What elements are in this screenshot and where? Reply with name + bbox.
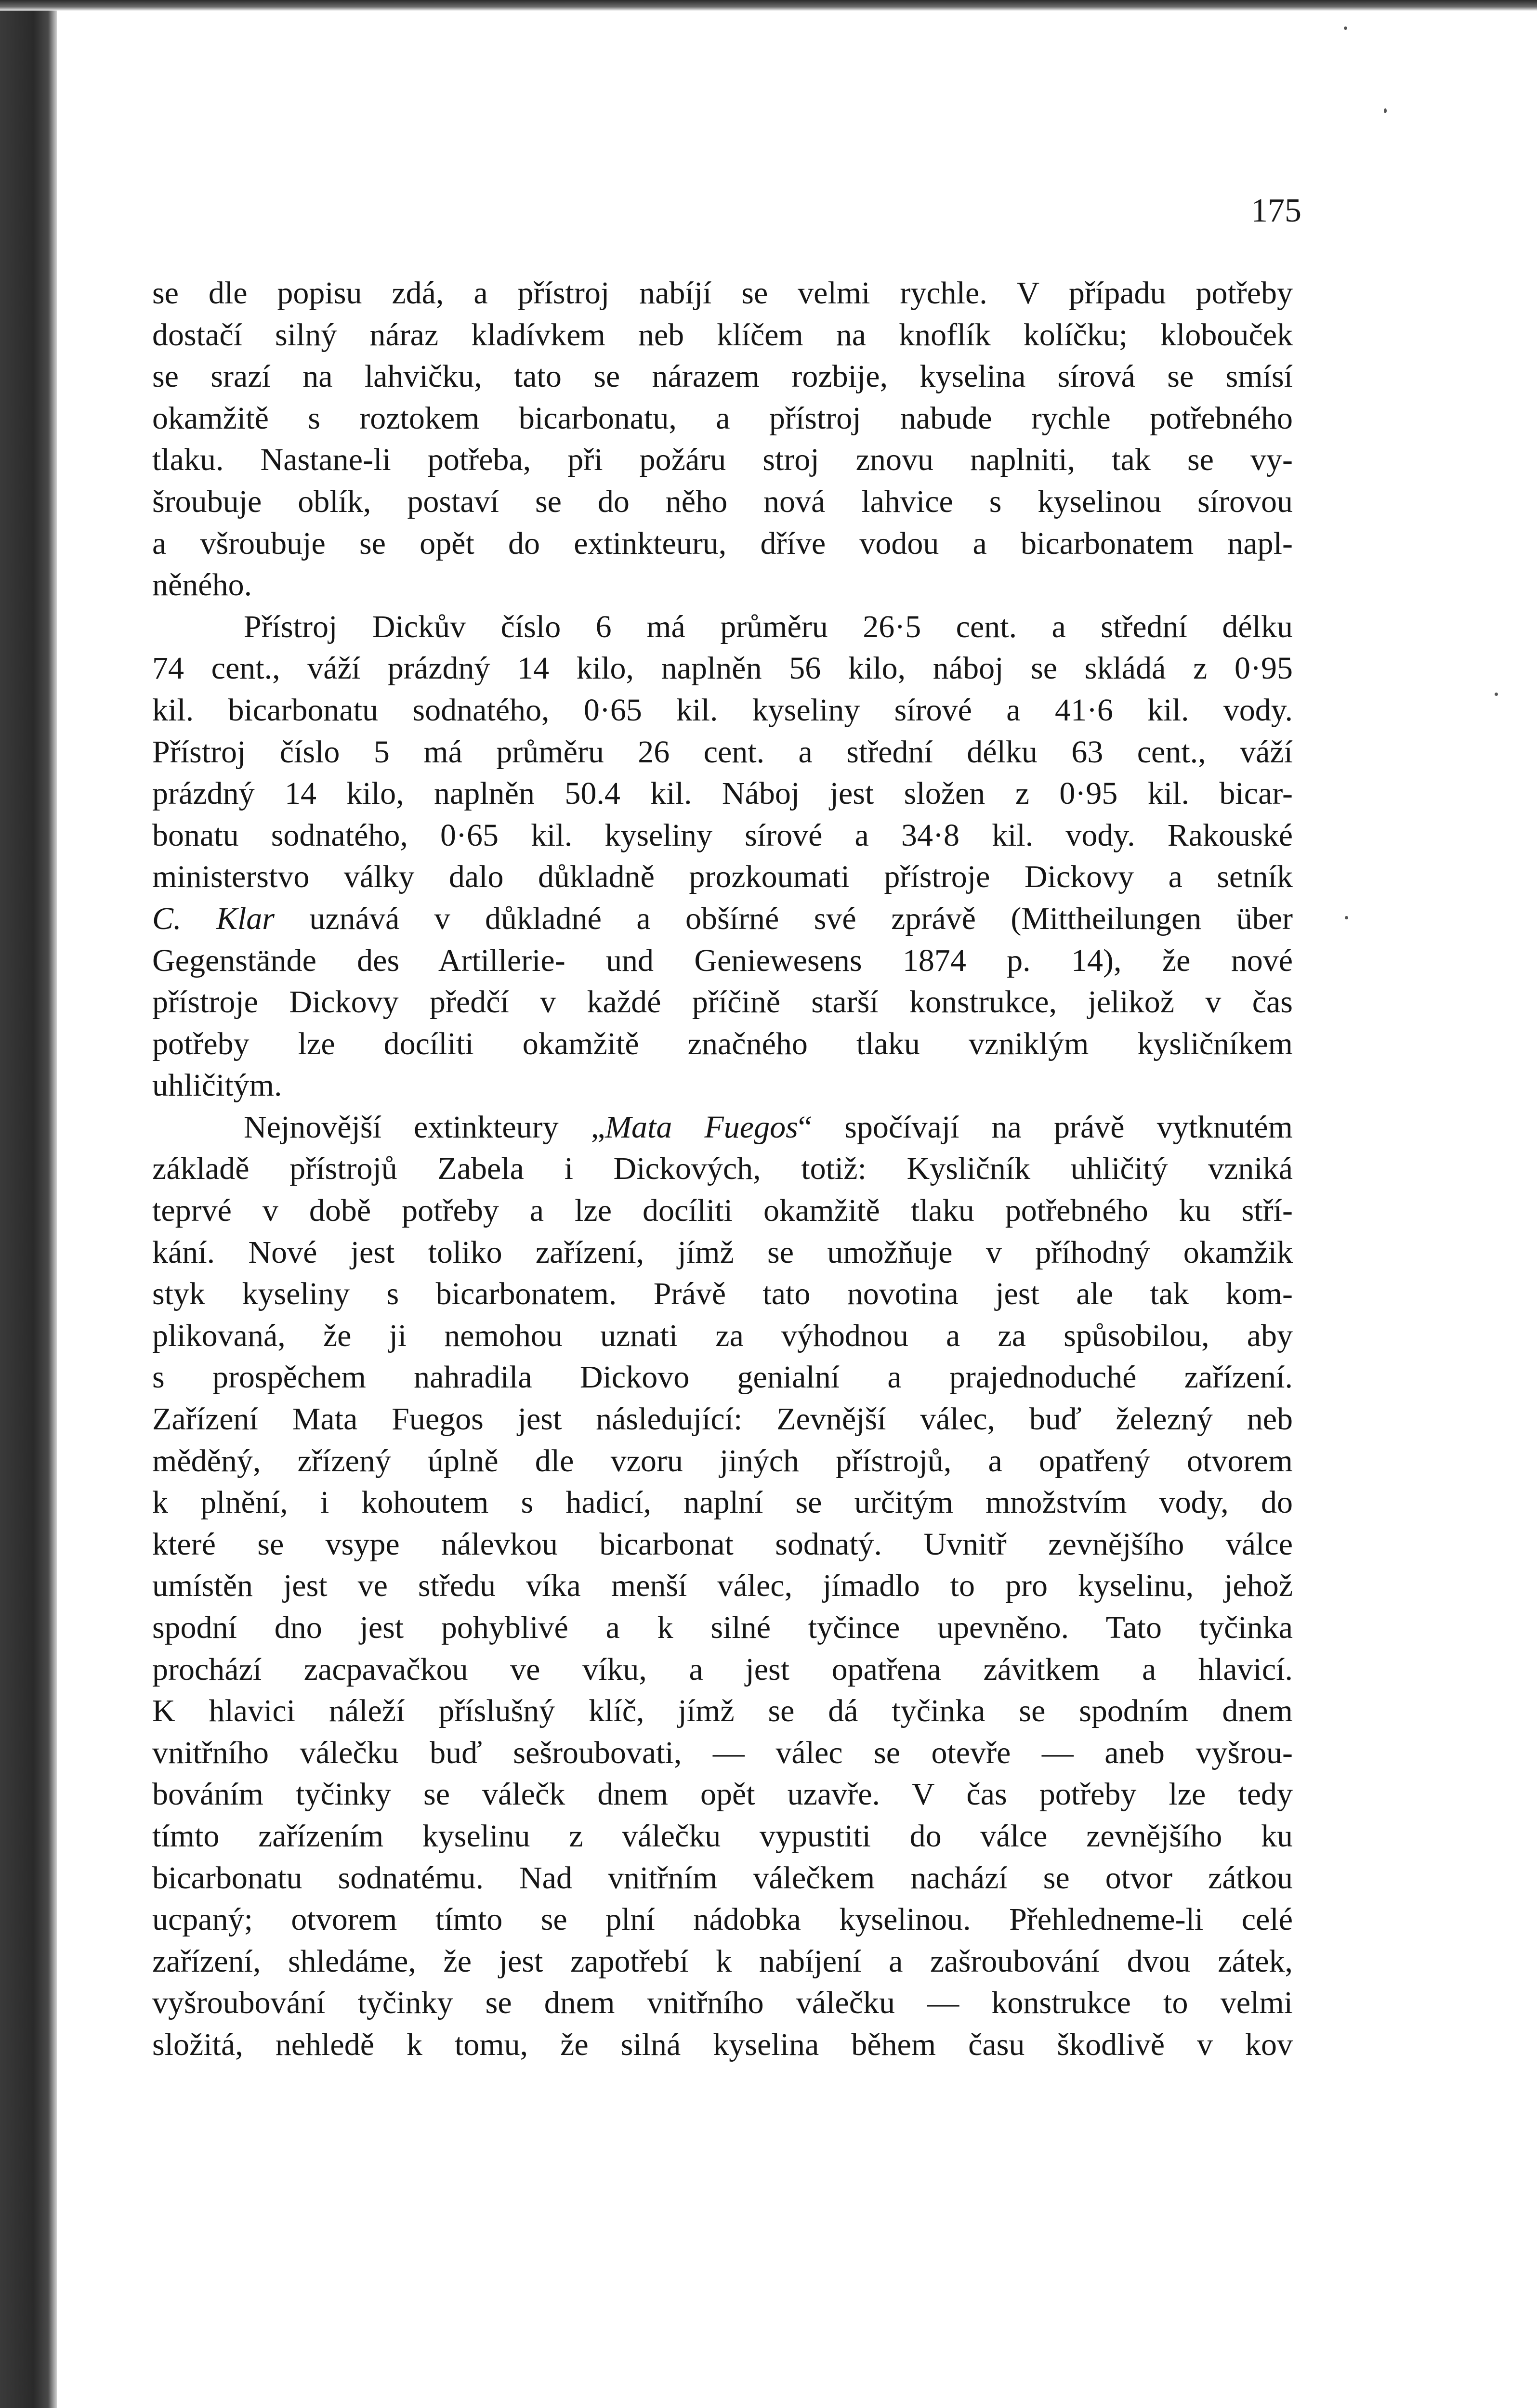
text-line: se srazí na lahvičku, tato se nárazem rozbije, kyselina sírová se smísí (152, 359, 1293, 394)
text-line: kání. Nové jest toliko zařízení, jímž se umožňuje v příhodný okamžik (152, 1234, 1293, 1270)
text-line: prochází zacpavačkou ve víku, a jest opatřena závitkem a hlavicí. (152, 1651, 1293, 1687)
text-line: styk kyseliny s bicarbonatem. Právě tato novotina jest ale tak kom- (152, 1276, 1293, 1312)
text-line: K hlavici náleží příslušný klíč, jímž se dá tyčinka se spodním dnem (152, 1693, 1293, 1729)
scan-speck (1344, 26, 1347, 30)
text-line-post: “ spočívají na právě vytknutém (798, 1109, 1293, 1145)
italic-name: C. Klar (152, 901, 275, 936)
text-line: vnitřního válečku buď sešroubovati, — válec se otevře — aneb vyšrou- (152, 1735, 1293, 1770)
text-line: okamžitě s roztokem bicarbonatu, a přístroj nabude rychle potřebného (152, 400, 1293, 436)
text-line: k plnění, i kohoutem s hadicí, naplní se určitým množstvím vody, do (152, 1485, 1293, 1520)
text-line: plikovaná, že ji nemohou uznati za výhodnou a za spůsobilou, aby (152, 1318, 1293, 1353)
text-line: ucpaný; otvorem tímto se plní nádobka kyselinou. Přehledneme-li celé (152, 1902, 1293, 1937)
text-line-pre: Nejnovější extinkteury „ (244, 1109, 605, 1145)
text-line: tlaku. Nastane-li potřeba, při požáru stroj znovu naplniti, tak se vy- (152, 442, 1293, 478)
text-line: složitá, nehledě k tomu, že silná kyselina během času škodlivě v kov (152, 2027, 1293, 2062)
text-line: šroubuje oblík, postaví se do něho nová lahvice s kyselinou sírovou (152, 484, 1293, 519)
text-line: Gegenstände des Artillerie- und Geniewesens 1874 p. 14), že nové (152, 942, 1293, 978)
text-line: které se vsype nálevkou bicarbonat sodnatý. Uvnitř zevnějšího válce (152, 1526, 1293, 1562)
text-line: teprvé v době potřeby a lze docíliti okamžitě tlaku potřebného ku stří- (152, 1193, 1293, 1229)
text-line: kil. bicarbonatu sodnatého, 0·65 kil. kyseliny sírové a 41·6 kil. vody. (152, 692, 1293, 728)
text-line: spodní dno jest pohyblivé a k silné tyčince upevněno. Tato tyčinka (152, 1610, 1293, 1645)
text-line: potřeby lze docíliti okamžitě značného tlaku vzniklým kysličníkem (152, 1026, 1293, 1061)
scan-shadow-top (0, 0, 1537, 11)
text-line: ministerstvo války dalo důkladně prozkoumati přístroje Dickovy a setník (152, 859, 1293, 895)
text-line: Přístroj číslo 5 má průměru 26 cent. a střední délku 63 cent., váží (152, 734, 1293, 770)
text-line (152, 1107, 1293, 1149)
text-line: umístěn jest ve středu víka menší válec, jímadlo to pro kyselinu, jehož (152, 1568, 1293, 1604)
text-line: 74 cent., váží prázdný 14 kilo, naplněn 56 kilo, náboj se skládá z 0·95 (152, 651, 1293, 686)
text-line: se dle popisu zdá, a přístroj nabíjí se velmi rychle. V případu potřeby (152, 275, 1293, 311)
text-line (152, 898, 1293, 940)
scan-speck (1345, 916, 1348, 919)
text-line-post: uznává v důkladné a obšírné své zprávě (Mittheilungen über (274, 901, 1293, 936)
text-line: měděný, zřízený úplně dle vzoru jiných přístrojů, a opatřený otvorem (152, 1443, 1293, 1479)
text-line: Přístroj Dickův číslo 6 má průměru 26·5 cent. a střední délku (244, 609, 1293, 644)
text-line: zařízení, shledáme, že jest zapotřebí k nabíjení a zašroubování dvou zátek, (152, 1943, 1293, 1979)
scan-shadow-left (0, 0, 57, 2408)
text-line: bováním tyčinky se válečk dnem opět uzavře. V čas potřeby lze tedy (152, 1777, 1293, 1812)
text-line: dostačí silný náraz kladívkem neb klíčem na knoflík kolíčku; klobouček (152, 317, 1293, 353)
italic-name: Mata Fuegos (605, 1109, 798, 1145)
text-line: prázdný 14 kilo, naplněn 50.4 kil. Náboj jest složen z 0·95 kil. bicar- (152, 776, 1293, 811)
text-line: tímto zařízením kyselinu z válečku vypustiti do válce zevnějšího ku (152, 1818, 1293, 1854)
text-line: uhličitým. (152, 1068, 282, 1103)
text-line: Zařízení Mata Fuegos jest následující: Zevnější válec, buď železný neb (152, 1401, 1293, 1437)
body-text (152, 273, 1293, 2066)
scan-speck (1384, 108, 1387, 113)
text-line: bicarbonatu sodnatému. Nad vnitřním válečkem nachází se otvor zátkou (152, 1860, 1293, 1896)
text-line: přístroje Dickovy předčí v každé příčině starší konstrukce, jelikož v čas (152, 984, 1293, 1020)
scan-speck (1495, 693, 1498, 696)
text-line: a všroubuje se opět do extinkteuru, dříve vodou a bicarbonatem napl- (152, 525, 1293, 561)
text-line: základě přístrojů Zabela i Dickových, totiž: Kysličník uhličitý vzniká (152, 1151, 1293, 1187)
text-line: s prospěchem nahradila Dickovo genialní a prajednoduché zařízení. (152, 1360, 1293, 1395)
page-number: 175 (1251, 192, 1301, 229)
text-line: vyšroubování tyčinky se dnem vnitřního válečku — konstrukce to velmi (152, 1985, 1293, 2021)
text-line: něného. (152, 567, 252, 603)
text-line: bonatu sodnatého, 0·65 kil. kyseliny sírové a 34·8 kil. vody. Rakouské (152, 817, 1293, 853)
